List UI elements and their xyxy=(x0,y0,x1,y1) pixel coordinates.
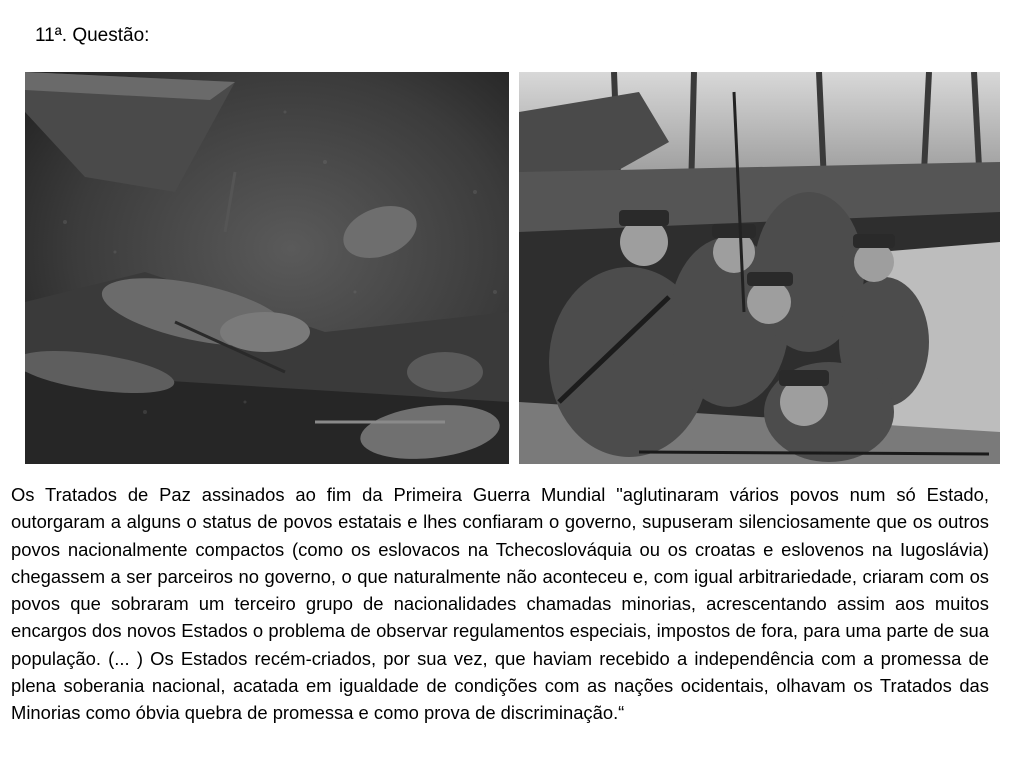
question-heading: 11ª. Questão: xyxy=(35,25,150,46)
trench-soldiers-photo xyxy=(519,72,1000,464)
question-paragraph: Os Tratados de Paz assinados ao fim da Primeira Guerra Mundial "aglutinaram vários povos num só Estado, outorgaram a alguns o status de povos estatais e lhes confiaram o governo, supuseram silenciosamente que os outros povos nacionalmente compactos (como os eslovacos na Tchecoslováquia ou os croatas e eslovenos na Iugoslávia) chegassem a ser parceiros no governo, o que naturalmente não aconteceu e, com igual arbitrariedade, criaram com os povos que sobraram um terceiro grupo de nacionalidades chamadas minorias, acrescentando assim aos muitos encargos dos novos Estados o problema de observar regulamentos especiais, impostos de fora, para uma parte de sua população. (... ) Os Estados recém-criados, por sua vez, que haviam recebido a independência com a promessa de plena soberania nacional, acatada em igualdade de condições com as nações ocidentais, olhavam os Tratados das Minorias como óbvia quebra de promessa e como prova de discriminação.“ xyxy=(11,484,989,724)
photo-trench-fallen-soldiers-icon xyxy=(25,72,509,464)
trench-fallen-soldiers-photo xyxy=(25,72,509,464)
photo-trench-soldiers-icon xyxy=(519,72,1000,464)
